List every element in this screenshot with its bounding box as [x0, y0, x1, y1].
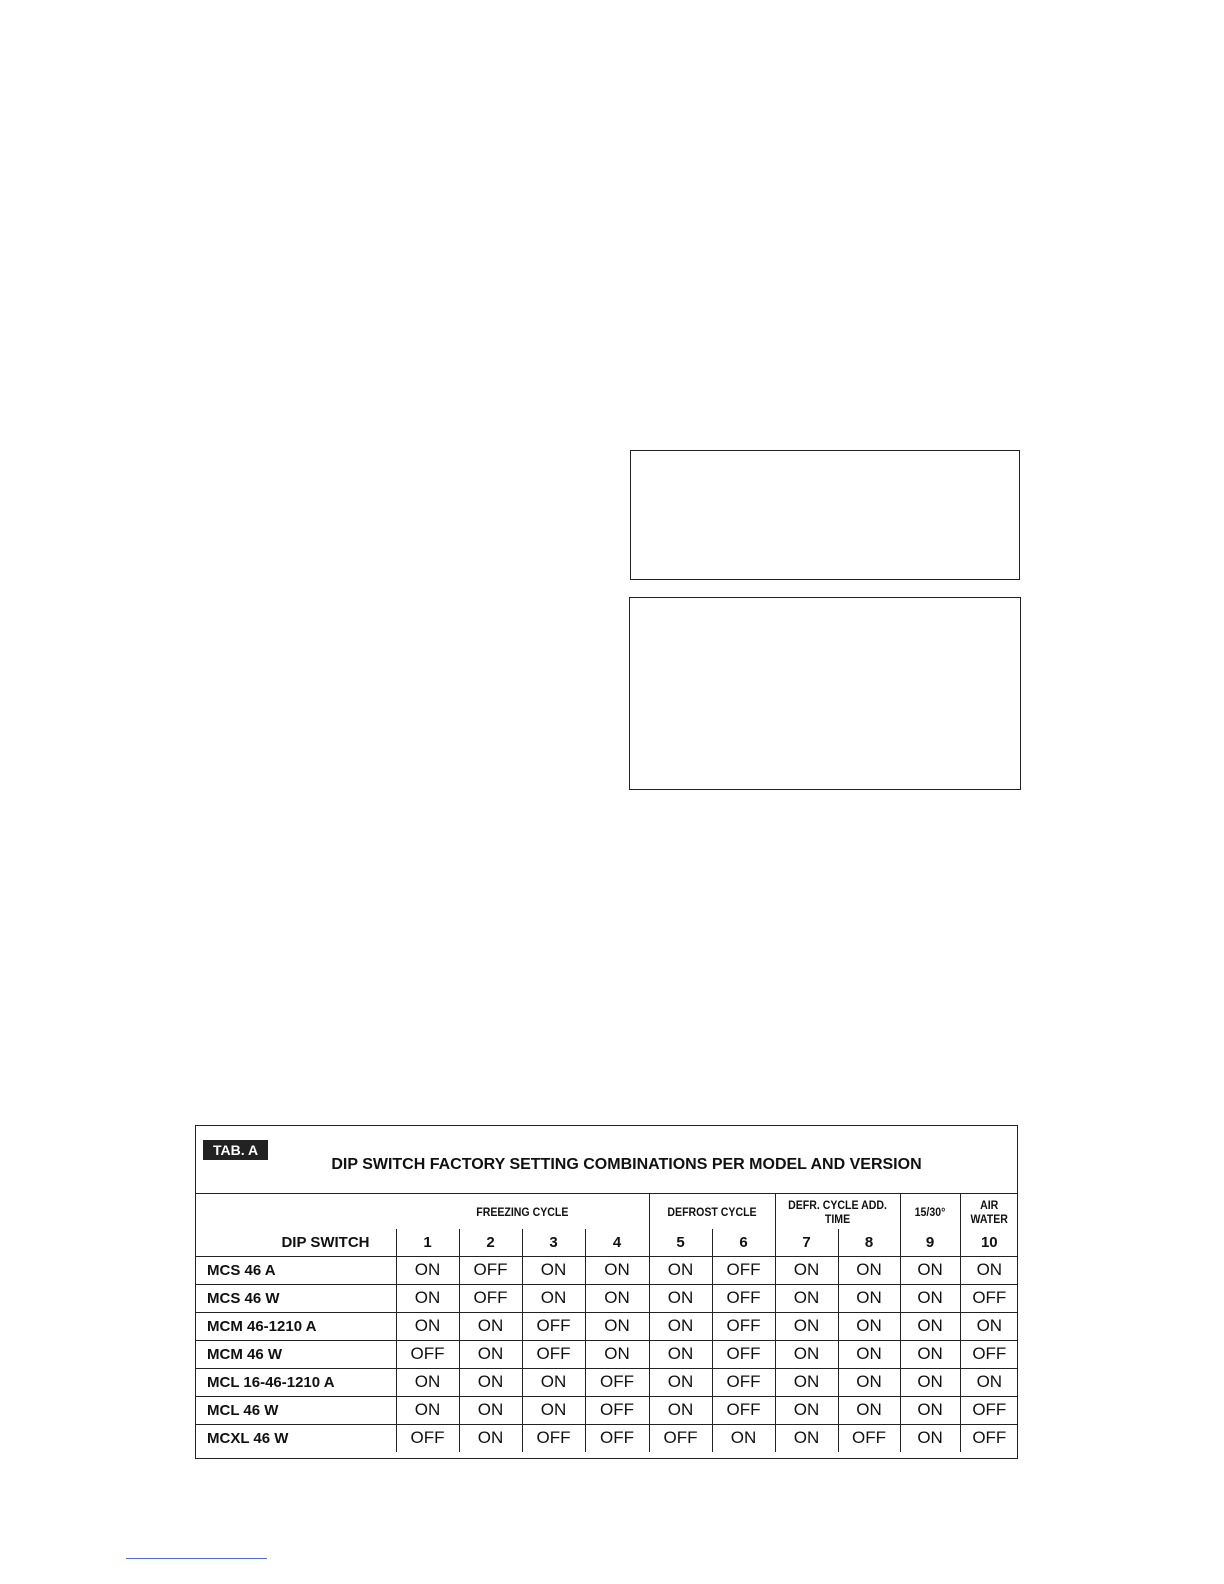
switch-setting-cell: OFF [585, 1396, 649, 1424]
switch-setting-cell: OFF [459, 1256, 522, 1284]
group-header-row [195, 1194, 1018, 1229]
switch-setting-cell: ON [775, 1424, 838, 1452]
dip-switch-label: DIP SWITCH [195, 1229, 396, 1256]
switch-setting-cell: OFF [838, 1424, 900, 1452]
switch-setting-cell: OFF [712, 1256, 775, 1284]
switch-setting-cell: ON [396, 1312, 459, 1340]
switch-setting-cell: ON [649, 1256, 712, 1284]
switch-setting-cell: OFF [585, 1424, 649, 1452]
switch-setting-cell: ON [585, 1256, 649, 1284]
switch-setting-cell: ON [522, 1284, 585, 1312]
switch-setting-cell: ON [960, 1256, 1018, 1284]
switch-setting-cell: ON [459, 1396, 522, 1424]
group-defr-add-time: DEFR. CYCLE ADD. TIME [783, 1194, 893, 1229]
switch-setting-cell: OFF [396, 1340, 459, 1368]
switch-setting-cell: ON [775, 1312, 838, 1340]
dip-switch-table-frame [195, 1125, 1018, 1459]
switch-setting-cell: ON [712, 1424, 775, 1452]
switch-setting-cell: ON [459, 1312, 522, 1340]
switch-setting-cell: ON [960, 1312, 1018, 1340]
model-name: MCS 46 A [195, 1256, 396, 1284]
switch-setting-cell: OFF [396, 1424, 459, 1452]
switch-setting-cell: ON [838, 1312, 900, 1340]
model-name: MCM 46-1210 A [195, 1312, 396, 1340]
switch-setting-cell: OFF [960, 1284, 1018, 1312]
switch-setting-cell: ON [838, 1396, 900, 1424]
switch-setting-cell: ON [775, 1256, 838, 1284]
switch-setting-cell: ON [900, 1340, 960, 1368]
switch-setting-cell: ON [459, 1368, 522, 1396]
switch-setting-cell: ON [459, 1424, 522, 1452]
switch-setting-cell: OFF [960, 1396, 1018, 1424]
switch-setting-cell: OFF [649, 1424, 712, 1452]
switch-setting-cell: OFF [712, 1368, 775, 1396]
group-empty [207, 1194, 384, 1229]
switch-number: 7 [775, 1229, 838, 1256]
model-name: MCS 46 W [195, 1284, 396, 1312]
switch-setting-cell: ON [585, 1340, 649, 1368]
table-header [196, 1126, 1017, 1194]
empty-figure-box-bottom [629, 597, 1021, 790]
switch-setting-cell: ON [522, 1396, 585, 1424]
switch-setting-cell: ON [649, 1340, 712, 1368]
table-row [195, 1284, 1018, 1312]
switch-number: 5 [649, 1229, 712, 1256]
switch-setting-cell: ON [649, 1284, 712, 1312]
switch-setting-cell: ON [396, 1368, 459, 1396]
switch-setting-cell: ON [522, 1256, 585, 1284]
group-defrost-cycle: DEFROST CYCLE [657, 1194, 768, 1229]
switch-setting-cell: ON [900, 1396, 960, 1424]
switch-setting-cell: ON [396, 1396, 459, 1424]
group-angle: 15/30° [904, 1194, 957, 1229]
switch-setting-cell: ON [838, 1368, 900, 1396]
model-name: MCM 46 W [195, 1340, 396, 1368]
table-body [195, 1256, 1018, 1452]
group-air-water: AIR WATER [964, 1194, 1015, 1229]
switch-setting-cell: ON [900, 1368, 960, 1396]
switch-setting-cell: ON [900, 1256, 960, 1284]
switch-number-row [195, 1229, 1018, 1256]
table-row [195, 1340, 1018, 1368]
switch-number: 4 [585, 1229, 649, 1256]
empty-figure-box-top [630, 450, 1020, 580]
switch-setting-cell: ON [775, 1368, 838, 1396]
switch-setting-cell: OFF [960, 1424, 1018, 1452]
switch-setting-cell: OFF [712, 1284, 775, 1312]
switch-setting-cell: ON [775, 1284, 838, 1312]
switch-setting-cell: ON [775, 1396, 838, 1424]
switch-setting-cell: ON [585, 1312, 649, 1340]
model-name: MCL 16-46-1210 A [195, 1368, 396, 1396]
switch-number: 6 [712, 1229, 775, 1256]
switch-number: 9 [900, 1229, 960, 1256]
switch-number: 10 [960, 1229, 1018, 1256]
switch-setting-cell: ON [900, 1312, 960, 1340]
switch-setting-cell: ON [838, 1256, 900, 1284]
switch-setting-cell: OFF [960, 1340, 1018, 1368]
switch-number: 8 [838, 1229, 900, 1256]
switch-setting-cell: OFF [712, 1312, 775, 1340]
switch-setting-cell: ON [459, 1340, 522, 1368]
switch-setting-cell: ON [649, 1396, 712, 1424]
switch-setting-cell: ON [522, 1368, 585, 1396]
table-row [195, 1312, 1018, 1340]
switch-setting-cell: OFF [522, 1340, 585, 1368]
switch-setting-cell: ON [838, 1284, 900, 1312]
group-freezing-cycle: FREEZING CYCLE [476, 1204, 569, 1219]
table-row [195, 1424, 1018, 1452]
switch-setting-cell: ON [649, 1312, 712, 1340]
switch-setting-cell: ON [838, 1340, 900, 1368]
switch-number: 2 [459, 1229, 522, 1256]
switch-setting-cell: OFF [459, 1284, 522, 1312]
model-name: MCL 46 W [195, 1396, 396, 1424]
table-badge: TAB. A [203, 1140, 268, 1160]
table-row [195, 1396, 1018, 1424]
switch-setting-cell: OFF [585, 1368, 649, 1396]
footer-rule [126, 1558, 267, 1559]
switch-setting-cell: ON [585, 1284, 649, 1312]
switch-setting-cell: OFF [522, 1312, 585, 1340]
table-row [195, 1368, 1018, 1396]
switch-setting-cell: ON [396, 1256, 459, 1284]
dip-switch-table [195, 1194, 1018, 1452]
switch-setting-cell: ON [396, 1284, 459, 1312]
switch-number: 3 [522, 1229, 585, 1256]
switch-setting-cell: OFF [712, 1396, 775, 1424]
table-title: DIP SWITCH FACTORY SETTING COMBINATIONS PER MODEL AND VERSION [331, 1156, 922, 1173]
switch-number: 1 [396, 1229, 459, 1256]
switch-setting-cell: ON [960, 1368, 1018, 1396]
switch-setting-cell: ON [649, 1368, 712, 1396]
switch-setting-cell: OFF [522, 1424, 585, 1452]
switch-setting-cell: ON [900, 1284, 960, 1312]
switch-setting-cell: ON [900, 1424, 960, 1452]
switch-setting-cell: OFF [712, 1340, 775, 1368]
table-row [195, 1256, 1018, 1284]
switch-setting-cell: ON [775, 1340, 838, 1368]
model-name: MCXL 46 W [207, 1429, 289, 1447]
